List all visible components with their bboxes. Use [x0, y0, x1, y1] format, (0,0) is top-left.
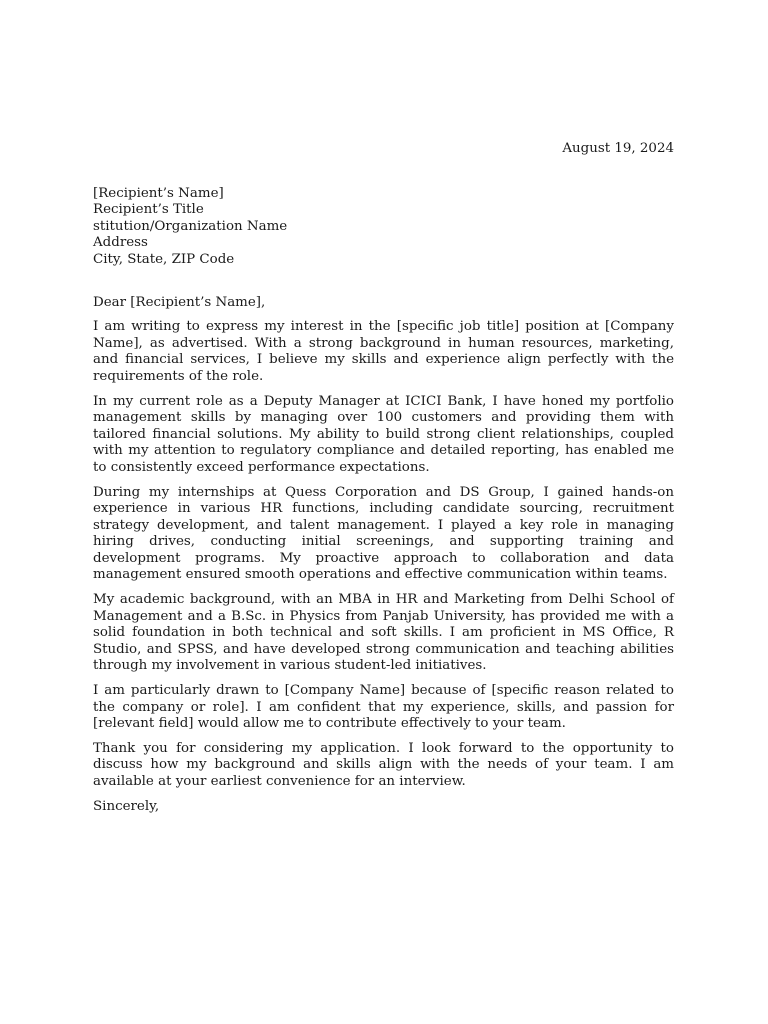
recipient-organization: stitution/Organization Name [93, 218, 288, 234]
letter-date: August 19, 2024 [562, 141, 674, 156]
body-paragraph-education: My academic background, with an MBA in HR and Marketing from Delhi School of Management and a B.Sc. in Physics from Panjab University, has provided me with a solid foundation in both technical and soft skills. I am proficient in MS Office, R Studio, and SPSS, and have developed strong communication and teaching abilities through my involvement in various student-led initiatives. [93, 592, 674, 674]
recipient-title: Recipient’s Title [93, 202, 204, 218]
recipient-city-state-zip: City, State, ZIP Code [93, 251, 235, 267]
cover-letter [93, 141, 674, 815]
recipient-street-address: Address [93, 235, 148, 251]
body-paragraph-intro: I am writing to express my interest in the [specific job title] position at [Company Name], as advertised. With a strong background in human resources, marketing, and financial services, I believe my skills and experience align perfectly with the requirements of the role. [93, 319, 674, 384]
recipient-name: [Recipient’s Name] [93, 185, 224, 201]
body-paragraph-current-role: In my current role as a Deputy Manager at ICICI Bank, I have honed my portfolio management skills by managing over 100 customers and providing them with tailored financial solutions. My ability to build strong client relationships, coupled with my attention to regulatory compliance and detailed reporting, has enabled me to consistently exceed performance expectations. [93, 393, 674, 475]
body-paragraph-thanks: Thank you for considering my application. I look forward to the opportunity to discuss how my background and skills align with the needs of your team. I am available at your earliest convenience for an interview. [93, 740, 674, 789]
body-paragraph-internships: During my internships at Quess Corporation and DS Group, I gained hands-on experience in various HR functions, including candidate sourcing, recruitment strategy development, and talent management. I played a key role in managing hiring drives, conducting initial screenings, and supporting training and development programs. My proactive approach to collaboration and data management ensured smooth operations and effective communication within teams. [93, 484, 674, 583]
recipient-address-block [93, 186, 674, 269]
closing: Sincerely, [93, 798, 160, 814]
salutation: Dear [Recipient’s Name], [93, 294, 266, 310]
body-paragraph-motivation: I am particularly drawn to [Company Name] because of [specific reason related to the company or role]. I am confident that my experience, skills, and passion for [relevant field] would allow me to contribute effectively to your team. [93, 683, 674, 732]
